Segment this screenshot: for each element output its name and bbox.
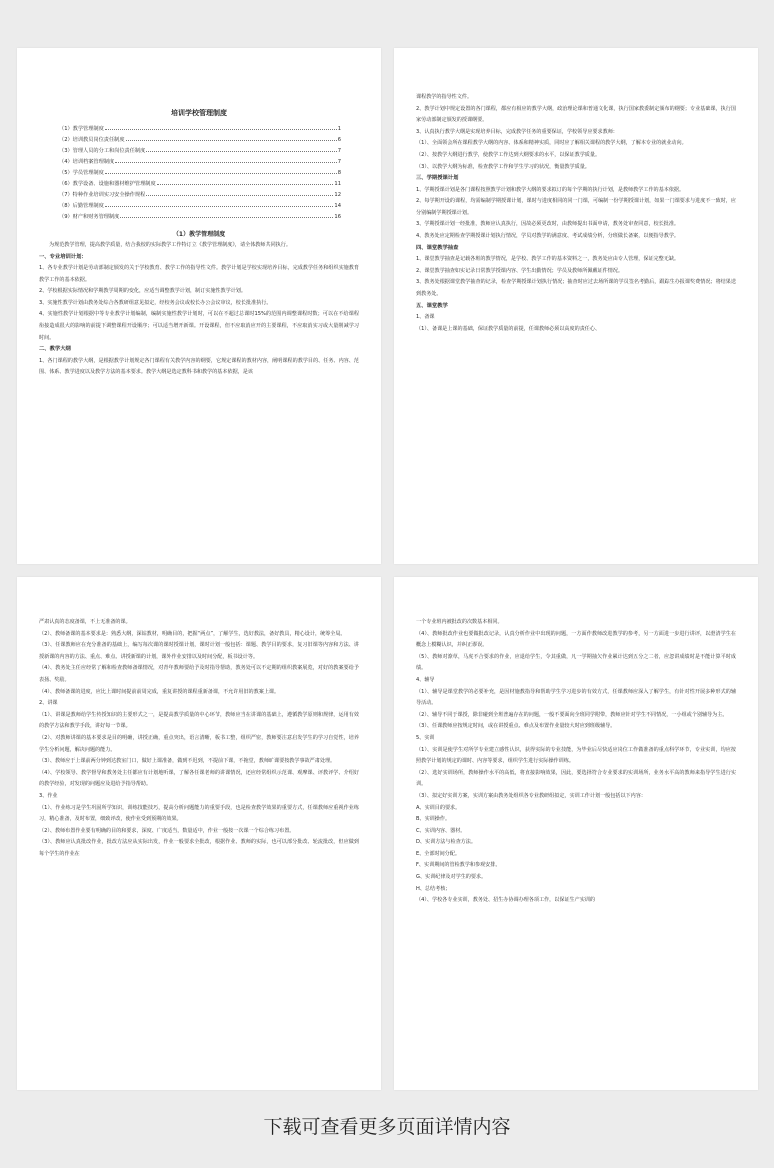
paragraph: G、实训纪律及对学生的要求。 [416, 874, 487, 881]
paragraph: 1、备课 [416, 314, 435, 320]
toc-entry-page: 6 [337, 137, 341, 143]
paragraph: （2）、选好实训场所，教师操作水平的高低，将直接影响效果，因此，要选择符合专业要求的实训场所，业务水平高的教师来指导学生进行实训。 [416, 769, 736, 788]
toc-entry-label: （7）特种作业培训实习安全操作规程 [59, 192, 146, 198]
paragraph: （3）、任课教师应在充分准备的基础上，编写每次课的课时授课计划，课时计划一般包括：课题、教学目的要求，复习旧课等内容和方法、讲授新课的内容的方法、重点、难点、讲授新课的计划，课外作业安排以及时间分配，板书设计等。 [39, 642, 359, 660]
paragraph: 2、每学期开设的课程，均需编制学期授课计划，课时与进度相同的同一门课，可编制一份学期授课计划，如果一门课要求与进度不一致时，应分别编制学期授课计划。 [416, 198, 736, 216]
paragraph: 4、辅导 [416, 676, 435, 683]
toc-entry [59, 157, 341, 168]
paragraph: 3、实施性教学计划由教务处综合各教研组意见拟定，经校务会议或校长办公会议审议，校长批准执行。 [39, 299, 272, 306]
toc-leader-dots [105, 173, 337, 174]
toc-entry-label: （8）后勤管理制度 [59, 203, 104, 209]
paragraph: 4、实施性教学计划根据中等专业教学计划编制，编制实施性教学计划时，可以在不超过总课时15%的范围内调整课程时数；可以在不给课程衔接造成很大的影响的前提下调整课程开设顺序；可以适当增开新课。开设课程，但不应取消应开的主要课程，不应取消实习或大量削减学习时间。 [39, 311, 359, 341]
paragraph: （5）、教师对潦草，马虎不合要求的作业，应退给学生，令其重做，凡一学期抽欠作业累计达到五分之二者，应忽讲成绩时是不能计算平时成绩。 [416, 653, 736, 672]
toc-entry [59, 201, 341, 212]
toc-entry [59, 124, 341, 135]
toc-entry-page: 8 [337, 170, 341, 176]
toc-entry [59, 135, 341, 146]
paragraph: 一个专业班内被批改的次数基本相同。 [416, 619, 503, 625]
toc-leader-dots [126, 140, 337, 141]
paragraph: （1）、备课是上课的基础，保证教学质量的前提，任课教师必须以高度的责任心、 [416, 325, 601, 332]
paragraph: （3）、教师应于上课前两分钟到达教室门口，做好上课准备，做到不迟到，不提前下课，不拖堂，教师旷课要按教学事故严肃处理。 [39, 758, 336, 765]
paragraph: 5、实训 [416, 734, 435, 741]
paragraph: 1、各门课程的教学大纲，是根据教学计划规定各门课程有关教学内容的纲要，它规定课程的教材内容，阐明课程的教学目的、任务、内容、范围、体系、教学进度以及教学方法的基本要求。教学大纲是选定教科书和教学的基本依据，是该 [39, 357, 359, 376]
toc-entry [59, 212, 341, 223]
toc-entry-page: 7 [337, 148, 341, 154]
paragraph: 2、教学计划中规定设置的各门课程，都应有相应的教学大纲，政治理论课和普通文化课，执行国家教委制定颁布的纲要；专业基础课，执行国家劳动部制定颁发的授课纲要。 [416, 105, 736, 124]
toc-entry-page: 1 [337, 126, 341, 132]
paragraph: （4）、教师批改作业也要做批改记录，认真分析作业中出现的问题，一方面作教师改进教学的参考，另一方面进一步进行讲评，以澄清学生在概念上模糊认识，并纠正谬误。 [416, 630, 736, 649]
toc-entry [59, 168, 341, 179]
page-4-body [416, 617, 736, 907]
paragraph: 3、作业 [39, 792, 58, 799]
toc-leader-dots [157, 184, 334, 185]
section-heading: 二、教学大纲 [39, 346, 71, 353]
document-page-1 [17, 48, 381, 564]
paragraph: （1）、全面领会所在课程教学大纲的内容、体系和精神实质，同时应了解相关课程的教学大纲，了解本专业的就业动向。 [416, 140, 687, 147]
toc-leader-dots [105, 206, 334, 207]
toc-leader-dots [115, 162, 337, 163]
paragraph: （4）、学校领导、教学督导和教务处主任都应有计划地听课，了解各任课老师的讲课情况，还应经常组织示范课、观摩课、评教评学、介绍好的教学经验，对发现的问题应及进给予指导帮助。 [39, 769, 359, 788]
section-heading: 三、学期授课计划 [416, 175, 459, 182]
paragraph: 4、教务处应定期检查学期授课计划执行情况，学员对教学的满意度、考试成绩分析，分班做长备案，以便指导教学。 [416, 233, 680, 240]
paragraph: 1、各专业教学计划是劳动部制定颁发的关于学校教育、教学工作的指导性文件。教学计划是学校实现培养目标，完成教学任务和组织实施教育教学工作的基本依据。 [39, 265, 359, 283]
paragraph: 2、学校根据实际情况和学期教学周期的变化，应适当调整教学计划，制订实施性教学计划。 [39, 288, 246, 295]
section-heading: 一、专业培训计划： [39, 253, 87, 260]
paragraph: D、实训方法与检查方法。 [416, 839, 476, 846]
toc-entry [59, 190, 341, 201]
toc-leader-dots [146, 151, 336, 152]
page-2-body [416, 92, 736, 335]
paragraph: 2、讲课 [39, 700, 58, 707]
toc-entry [59, 146, 341, 157]
document-title: 培训学校管理制度 [171, 109, 227, 117]
section-heading: 四、课堂教学抽查 [416, 244, 459, 251]
more-pages-notice: 下载可查看更多页面详情内容 [263, 1116, 511, 1138]
toc-entry [59, 179, 341, 190]
paragraph: （3）、任课教师应按规定时间，或在讲授重点、难点及布置作业量较大时应到班级辅导。 [416, 723, 616, 730]
paragraph: B、实训操作。 [416, 816, 451, 823]
paragraph: （3）、拟定好实训方案，实训方案由教务处组织各专业教研组拟定，实训工作计划一般包括以下内容： [416, 792, 646, 799]
paragraph: C、实训内容、器材。 [416, 827, 466, 834]
toc-entry-page: 7 [337, 159, 341, 165]
toc-entry-label: （9）财产和财务管理制度 [59, 214, 120, 220]
paragraph: （2）、教师备课的基本要求是：熟悉大纲，深钻教材，明确目的，把握“两点”，了解学生，选好教法，备好教具，精心设计，统筹全局。 [39, 630, 346, 637]
toc-leader-dots [120, 217, 333, 218]
toc-entry-page: 12 [334, 192, 341, 198]
toc-leader-dots [146, 195, 333, 196]
document-page-4 [394, 577, 758, 1090]
paragraph: 严肃认真的态度备课，不上无准备的课。 [39, 619, 131, 625]
page-3-body [39, 617, 359, 860]
paragraph: 1、课堂教学抽查是记载各班的教学情况，是学校、教学工作的基本资料之一，教务处应由专人管理，保证完整无缺。 [416, 256, 680, 263]
paragraph: （2）、辅导不同于课授，除非碰到全班普遍存在的问题，一般不要面向全班同学附带，教师应针对学生不同情况，一小组或个别辅导为主。 [416, 711, 728, 718]
paragraph: （1）、实训是使学生对所学专业建立感性认识，获得实际的专业技能，为毕业后尽快适应岗位工作做准备的重点科学环节，专业实训，均应按照教学计划的规定的课时、内容等要求，组织学生进行实际操作训练。 [416, 746, 736, 765]
paragraph: 为规范教学管理，提高教学质量，结合我校的实际教学工作特订立《教学管理制度》，请全体教师共同执行。 [49, 242, 291, 248]
section-title: （1）教学管理制度 [172, 231, 226, 238]
toc-entry-label: （3）管理人员的分工和岗位责任制度 [59, 148, 146, 154]
table-of-contents [39, 124, 359, 223]
paragraph: （2）、教师布置作业要有明确的目的和要求，深度、广度适当，数量适中，作业一般按一次课一个综合练习布置。 [39, 827, 295, 834]
toc-entry-label: （4）培训档案管理制度 [59, 159, 115, 165]
paragraph: 3、学期授课计划一经批准，教师应认真执行，因故必须更改时，由教师提出书面申请，教务处审查同意，校长批准。 [416, 221, 680, 228]
paragraph: （3）、教师应认真批改作业，批改方法应从实际出发，作业一般要求全批改，根据作业、教师的实际，也可以部分批改、轮流批改，但应做到每个学生的作业在 [39, 839, 359, 857]
paragraph: （1）、辅导是课堂教学的必要补充，是因材施教指导和帮助学生学习进步的有效方式，任课教师应深入了解学生，有针对性开展多种形式的辅导活动。 [416, 688, 736, 707]
paragraph: 课程教学的指导性文件。 [416, 94, 473, 100]
paragraph: （4）、教师备课的进度，应比上课时间提前前周完成，重复讲授的课程重新备课，不允许用旧的教案上课。 [39, 688, 280, 695]
paragraph: （4）、学校各专业实训，教务处、招生办协调办理各项工作，以保证生产实训的 [416, 897, 595, 904]
toc-entry-page: 16 [334, 214, 341, 220]
document-page-3 [17, 577, 381, 1090]
paragraph: （2）、按教学大纲进行教学，使教学工作达到大纲要求的水平，以保证教学质量。 [416, 151, 601, 158]
page-1-body [39, 240, 359, 379]
toc-entry-page: 14 [334, 203, 341, 209]
paragraph: F、实训期间的管检教学和参观安排。 [416, 862, 501, 869]
section-heading: 五、课堂教学 [416, 302, 448, 309]
toc-entry-page: 11 [334, 181, 341, 187]
paragraph: （4）、教务处主任应经常了解和检查教师备课情况，对青年教师要给予及时指导帮助，教务处可以不定期的组织教案展览，对好的教案要给予表扬、奖励。 [39, 665, 359, 683]
paragraph: A、实训目的要求。 [416, 804, 461, 811]
paragraph: （2）、对教师讲课的基本要求是目的明确，讲授正确，重点突出，语言清晰，板书工整，组织严密，教师要注意启发学生的学习自觉性，培养学生分析问题，解决问题的能力。 [39, 734, 359, 753]
paragraph: （3）、以教学大纲为标准，检查教学工作和学生学习的状况，衡量教学质量。 [416, 163, 590, 170]
paragraph: 3、认真执行教学大纲是实现培养目标，完成教学任务的重要保证，学校领导应要求教师： [416, 128, 618, 135]
paragraph: E、全部时间分配。 [416, 850, 460, 857]
toc-entry-label: （2）培训教员岗位责任制度 [59, 137, 125, 143]
toc-entry-label: （6）教学设备、设施和器材维护管理制度 [59, 181, 156, 187]
toc-entry-label: （5）学员管理制度 [59, 170, 104, 176]
paragraph: （1）、讲课是教师给学生传授知识的主要形式之一，是提高教学质量的中心环节，教师应当在讲课的基础上，遵循教学原则和规律，运用有效的教学方法和教学手段，讲好每一节课。 [39, 711, 359, 730]
paragraph: H、总结考核； [416, 885, 451, 892]
paragraph: 3、教务处根据课堂教学抽查的记录，检查学期授课计划执行情况；抽查时应过去场所课的学员签名考勤后，跟踪生办报课奖费情况；将结果送到教务处。 [416, 279, 736, 297]
paragraph: 2、课堂教学抽查如实记录日常教学授课内容、学生出勤情况；学员及教师所佩戴证件情况。 [416, 267, 623, 274]
toc-leader-dots [105, 129, 337, 130]
paragraph: （1）、作业练习是学生巩固所学知识，训练技能技巧，提高分析问题能力的重要手段，也是检查教学效果的重要方式，任课教师应重视作业练习，精心准备，及时布置，细致评改，使作业受到预期的效果。 [39, 804, 359, 823]
toc-entry-label: （1）教学管理制度 [59, 126, 104, 132]
paragraph: 1、学期授课计划是各门课程按照教学计划和教学大纲的要求拟订的每个学期的执行计划，是教师教学工作的基本依据。 [416, 186, 685, 193]
document-page-2 [394, 48, 758, 564]
